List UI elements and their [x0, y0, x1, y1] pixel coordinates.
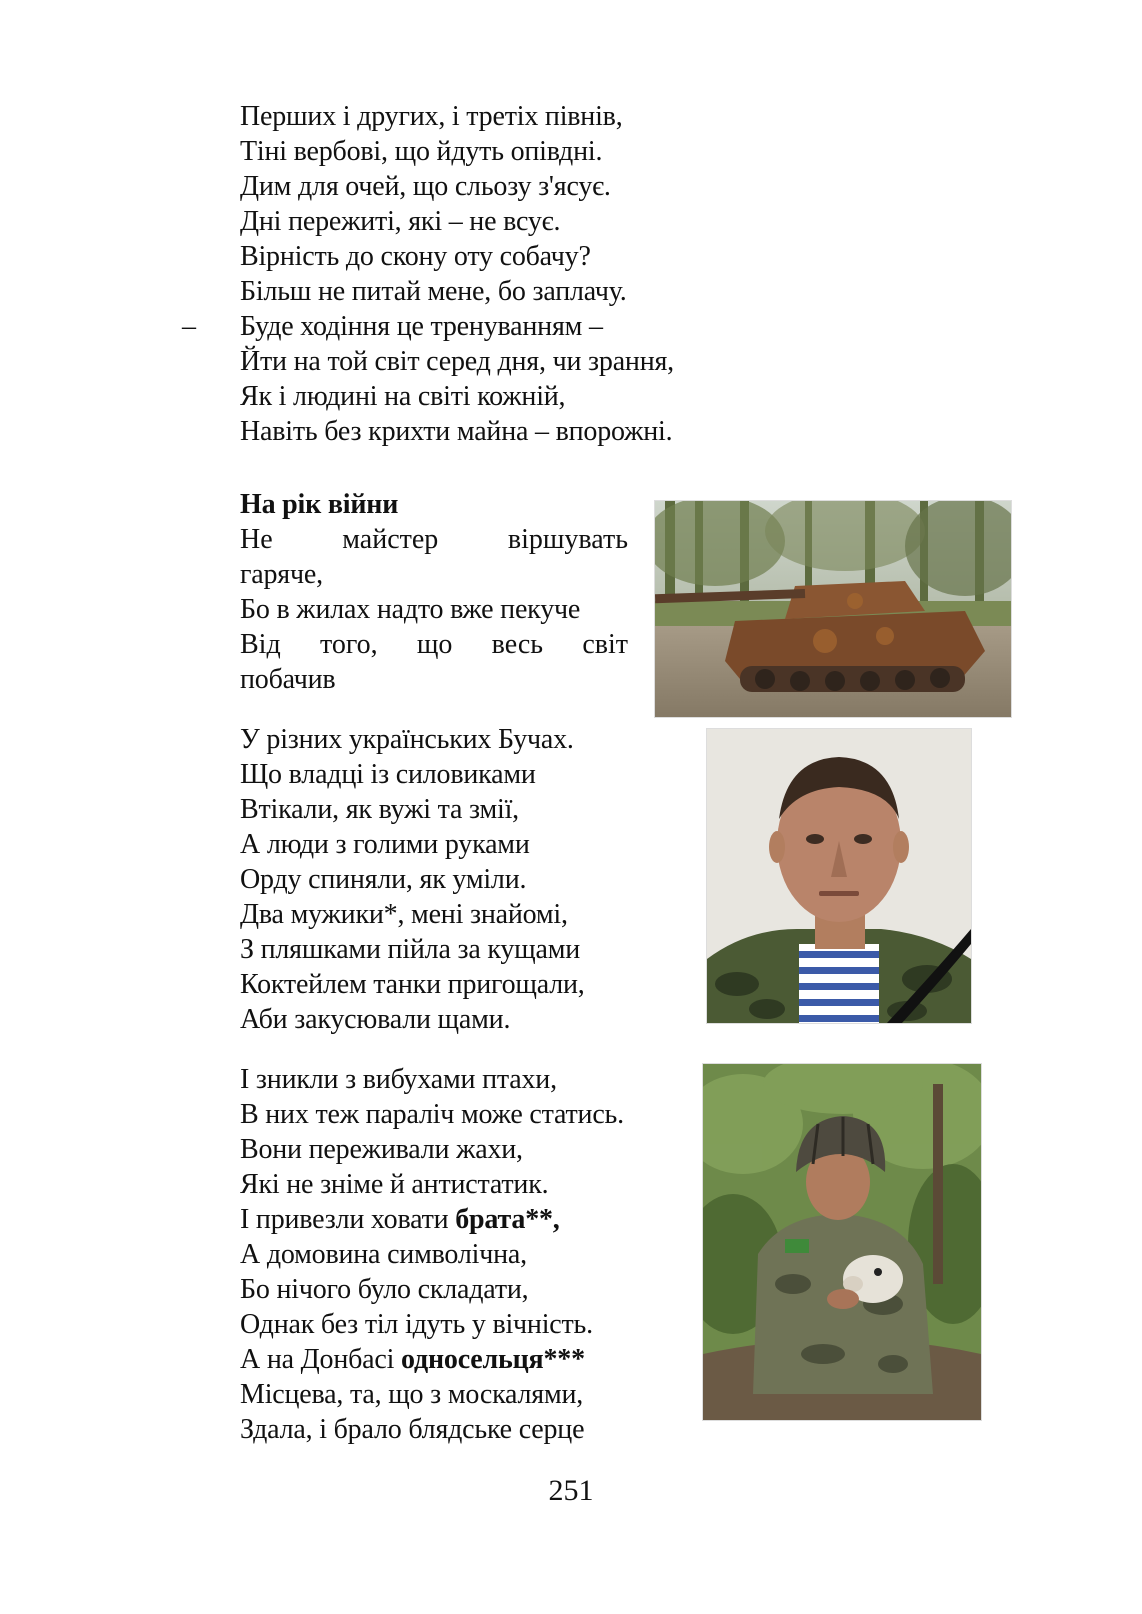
- text-run: А на Донбасі: [240, 1344, 401, 1375]
- text-run: І привезли ховати: [240, 1204, 456, 1235]
- poem-line: Що владці із силовиками: [240, 759, 536, 790]
- tank-photo-image: [655, 501, 1011, 717]
- poem-line: Однак без тіл ідуть у вічність.: [240, 1309, 593, 1340]
- poem-line: Бо нічого було складати,: [240, 1274, 529, 1305]
- poem-line: І зникли з вибухами птахи,: [240, 1064, 557, 1095]
- poem-line: Вірність до скону оту собачу?: [240, 241, 591, 272]
- poem-line: гаряче,: [240, 559, 323, 590]
- poem-line: Перших і других, і третіх півнів,: [240, 101, 623, 132]
- word: Від: [240, 629, 281, 660]
- soldier-with-dog-photo: [702, 1063, 982, 1421]
- poem-line: [240, 1203, 560, 1237]
- poem-line: А люди з голими руками: [240, 829, 530, 860]
- poem-line-justified: [240, 523, 628, 557]
- word: що: [416, 629, 453, 660]
- poem-line: Втікали, як вужі та змії,: [240, 794, 519, 825]
- poem-line: Йти на той світ серед дня, чи зрання,: [240, 346, 674, 377]
- word: весь: [491, 629, 544, 660]
- poem-line: Бо в жилах надто вже пекуче: [240, 594, 581, 625]
- tank-photo: [654, 500, 1012, 718]
- word: світ: [582, 629, 628, 660]
- portrait-image: [707, 729, 971, 1023]
- poem-line: А домовина символічна,: [240, 1239, 527, 1270]
- poem-line: В них теж параліч може статись.: [240, 1099, 624, 1130]
- page-number: 251: [548, 1474, 594, 1507]
- poem-title: На рік війни: [240, 489, 399, 520]
- dialogue-dash: –: [182, 311, 196, 342]
- poem-line: У різних українських Бучах.: [240, 724, 574, 755]
- poem-line: Здала, і брало блядське серце: [240, 1414, 585, 1445]
- poem-line: Місцева, та, що з москалями,: [240, 1379, 584, 1410]
- word: Не: [240, 524, 273, 555]
- poem-line: Навіть без крихти майна – впорожні.: [240, 416, 673, 447]
- poem-line: Два мужики*, мені знайомі,: [240, 899, 568, 930]
- poem-line: Аби закусювали щами.: [240, 1004, 511, 1035]
- portrait-photo: [706, 728, 972, 1024]
- poem-line: Більш не питай мене, бо заплачу.: [240, 276, 627, 307]
- poem-line: З пляшками пійла за кущами: [240, 934, 581, 965]
- poem-line: Дим для очей, що сльозу з'ясує.: [240, 171, 611, 202]
- word: того,: [319, 629, 378, 660]
- poem-line-justified: [240, 628, 628, 662]
- text-run-bold: односельця***: [401, 1344, 585, 1375]
- poem-line: Дні пережиті, які – не всує.: [240, 206, 561, 237]
- poem-line: побачив: [240, 664, 336, 695]
- poem-line: Як і людині на світі кожній,: [240, 381, 566, 412]
- poem-line: Орду спиняли, як уміли.: [240, 864, 527, 895]
- poem-line: Які не зніме й антистатик.: [240, 1169, 549, 1200]
- poem-line: [240, 1343, 585, 1377]
- poem-line: Тіні вербові, що йдуть опівдні.: [240, 136, 603, 167]
- text-run-bold: брата**,: [455, 1204, 560, 1235]
- poem-line: Коктейлем танки пригощали,: [240, 969, 585, 1000]
- poem-line: Буде ходіння це тренуванням –: [240, 311, 603, 342]
- soldier-with-dog-image: [703, 1064, 981, 1420]
- word: віршувать: [507, 524, 628, 555]
- word: майстер: [342, 524, 439, 555]
- poem-line: Вони переживали жахи,: [240, 1134, 523, 1165]
